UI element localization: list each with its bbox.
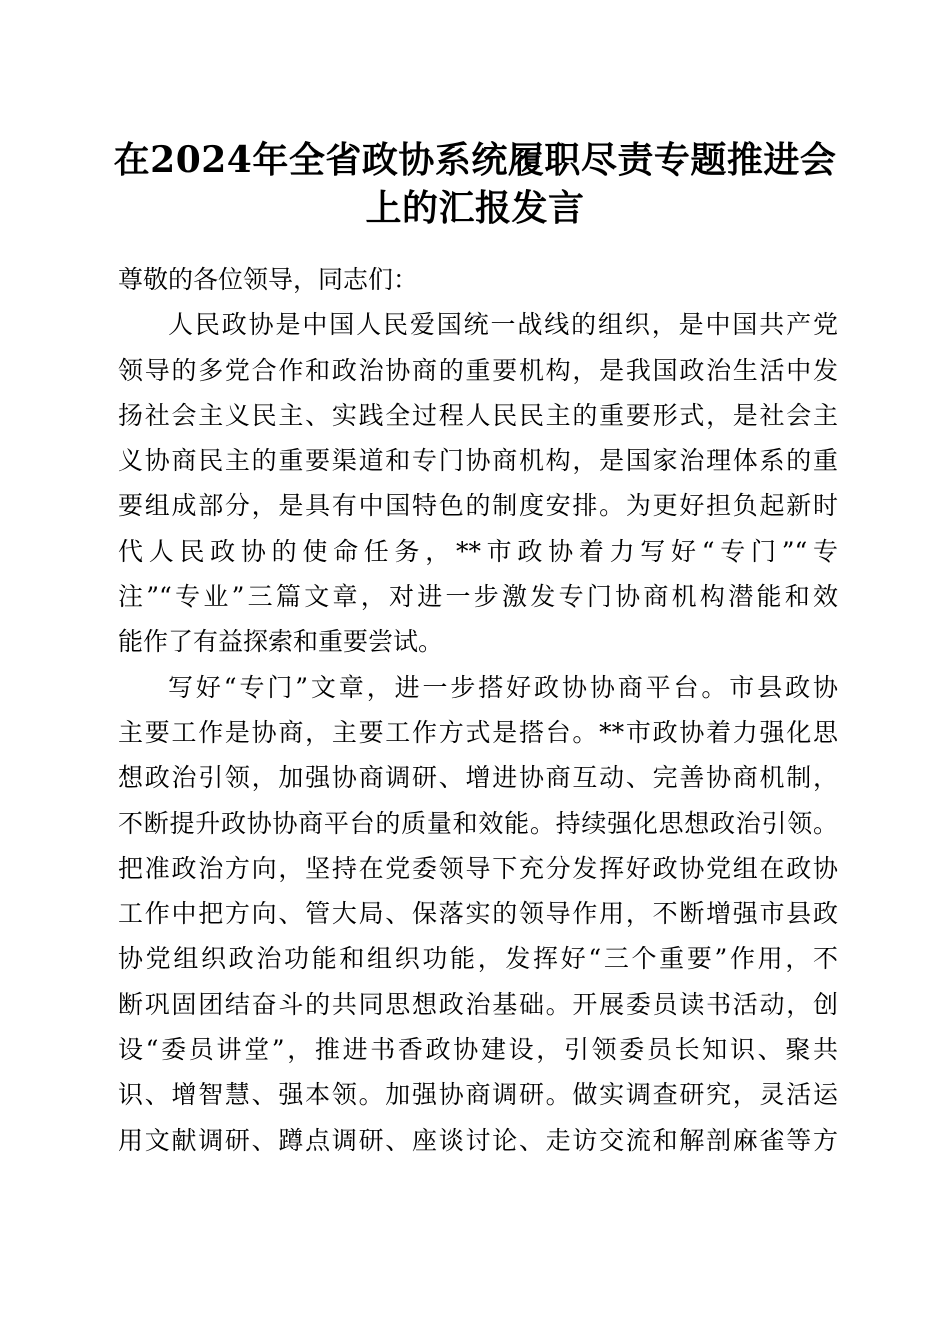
paragraph-line: 想政治引领，加强协商调研、增进协商互动、完善协商机制， <box>118 763 838 793</box>
paragraph-line: 代人民政协的使命任务，**市政协着力写好“专门”“专 <box>118 536 838 566</box>
paragraph-line: 人民政协是中国人民爱国统一战线的组织，是中国共产党 <box>168 310 838 340</box>
paragraph-line: 写好“专门”文章，进一步搭好政协协商平台。市县政协 <box>168 672 838 702</box>
paragraph-line: 协党组织政治功能和组织功能，发挥好“三个重要”作用，不 <box>118 944 838 974</box>
paragraph-2 <box>118 665 838 1163</box>
paragraph-line: 注”“专业”三篇文章，对进一步激发专门协商机构潜能和效 <box>118 582 838 612</box>
paragraph-line: 工作中把方向、管大局、保落实的领导作用，不断增强市县政 <box>118 899 838 929</box>
paragraph-line: 设“委员讲堂”，推进书香政协建设，引领委员长知识、聚共 <box>118 1035 838 1065</box>
document-title-line-2: 上的汇报发言 <box>365 187 585 229</box>
paragraph-line: 领导的多党合作和政治协商的重要机构，是我国政治生活中发 <box>118 355 838 385</box>
paragraph-line: 能作了有益探索和重要尝试。 <box>118 627 444 657</box>
paragraph-line: 义协商民主的重要渠道和专门协商机构，是国家治理体系的重 <box>118 446 838 476</box>
paragraph-line: 用文献调研、蹲点调研、座谈讨论、走访交流和解剖麻雀等方 <box>118 1125 838 1155</box>
paragraph-line: 断巩固团结奋斗的共同思想政治基础。开展委员读书活动，创 <box>118 989 838 1019</box>
paragraph-line: 不断提升政协协商平台的质量和效能。持续强化思想政治引领。 <box>118 808 838 838</box>
salutation: 尊敬的各位领导，同志们： <box>118 265 419 294</box>
document-body <box>118 257 838 1163</box>
paragraph-line: 主要工作是协商，主要工作方式是搭台。**市政协着力强化思 <box>118 717 838 747</box>
paragraph-line: 扬社会主义民主、实践全过程人民民主的重要形式，是社会主 <box>118 400 838 430</box>
paragraph-line: 识、增智慧、强本领。加强协商调研。做实调查研究，灵活运 <box>118 1080 838 1110</box>
paragraph-line: 把准政治方向，坚持在党委领导下充分发挥好政协党组在政协 <box>118 853 838 883</box>
paragraph-line: 要组成部分，是具有中国特色的制度安排。为更好担负起新时 <box>118 491 838 521</box>
paragraph-1 <box>118 302 838 664</box>
document-title-line-1: 在2024年全省政协系统履职尽责专题推进会 <box>113 139 837 181</box>
